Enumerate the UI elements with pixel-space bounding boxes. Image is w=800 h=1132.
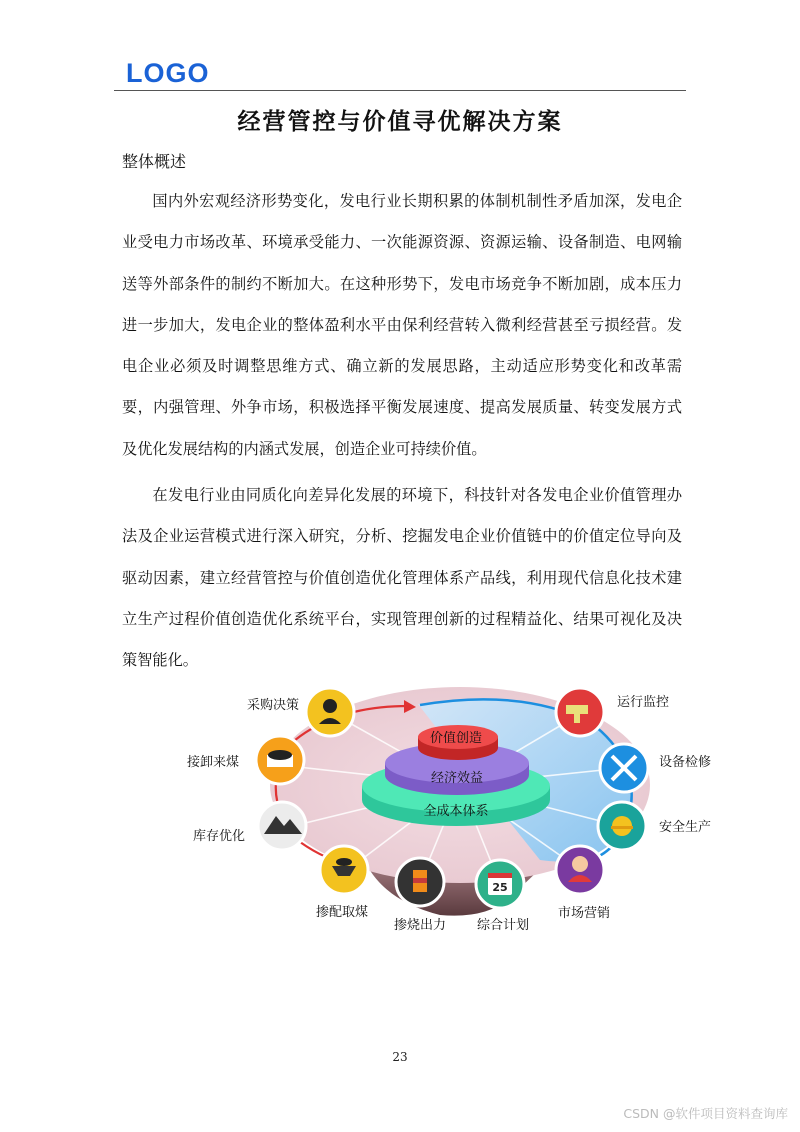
- node-combustion-label: 掺烧出力: [393, 918, 447, 933]
- layer-label-cost: 全成本体系: [423, 804, 489, 819]
- paragraph-1: 国内外宏观经济形势变化，发电行业长期积累的体制机制性矛盾加深，发电企业受电力市场改革、环境承受能力、一次能源资源、资源运输、设备制造、电网输送等外部条件的制约不断加大。在这种形势下，发电市场竞争不断加剧，成本压力进一步加大，发电企业的整体盈利水平由保利经营转入微利经营甚至亏损经营。发电企业必须及时调整思维方式、确立新的发展思路，主动适应形势变化和改革需要，内强管理、外争市场，积极选择平衡发展速度、提高发展质量、转变发展方式及优化发展结构的内涵式发展，创造企业可持续价值。: [122, 192, 682, 458]
- node-marketing: [556, 846, 604, 894]
- node-monitoring-label: 运行监控: [616, 695, 670, 710]
- node-blending: [320, 846, 368, 894]
- watermark: CSDN @软件项目资料查询库: [623, 1106, 788, 1121]
- node-safety: [598, 802, 646, 850]
- node-plan-label: 综合计划: [476, 918, 530, 933]
- layer-label-value: 价值创造: [429, 731, 483, 746]
- worker-icon: [323, 699, 337, 713]
- salesperson-icon: [572, 856, 588, 872]
- document-title: 经营管控与价值寻优解决方案: [237, 109, 563, 135]
- node-safety-label: 安全生产: [658, 820, 712, 835]
- node-combustion: [396, 858, 444, 906]
- node-procurement-label: 采购决策: [246, 698, 300, 713]
- node-inventory: [258, 802, 306, 850]
- paragraph-2: 在发电行业由同质化向差异化发展的环境下，科技针对各发电企业价值管理办法及企业运营模式进行深入研究，分析、挖掘发电企业价值链中的价值定位导向及驱动因素，建立经营管控与价值创造优化管理体系产品线，利用现代信息化技术建立生产过程价值创造优化系统平台，实现管理创新的过程精益化、结果可视化及决策智能化。: [122, 486, 682, 670]
- section-heading: 整体概述: [122, 152, 187, 171]
- node-maintenance-label: 设备检修: [658, 755, 712, 770]
- layer-label-economic: 经济效益: [430, 771, 484, 786]
- node-blending-label: 掺配取煤: [315, 905, 369, 920]
- node-coal-unloading: [256, 736, 304, 784]
- node-plan: [476, 860, 524, 908]
- node-marketing-label: 市场营销: [557, 906, 611, 921]
- page-number: 23: [392, 1050, 408, 1064]
- logo: LOGO: [126, 58, 210, 88]
- node-inventory-label: 库存优化: [192, 829, 246, 844]
- camera-icon: [566, 705, 588, 714]
- calendar-day: 25: [492, 881, 508, 894]
- node-maintenance: [600, 744, 648, 792]
- node-procurement: [306, 688, 354, 736]
- node-coal-unloading-label: 接卸来煤: [186, 755, 240, 770]
- node-monitoring: [556, 688, 604, 736]
